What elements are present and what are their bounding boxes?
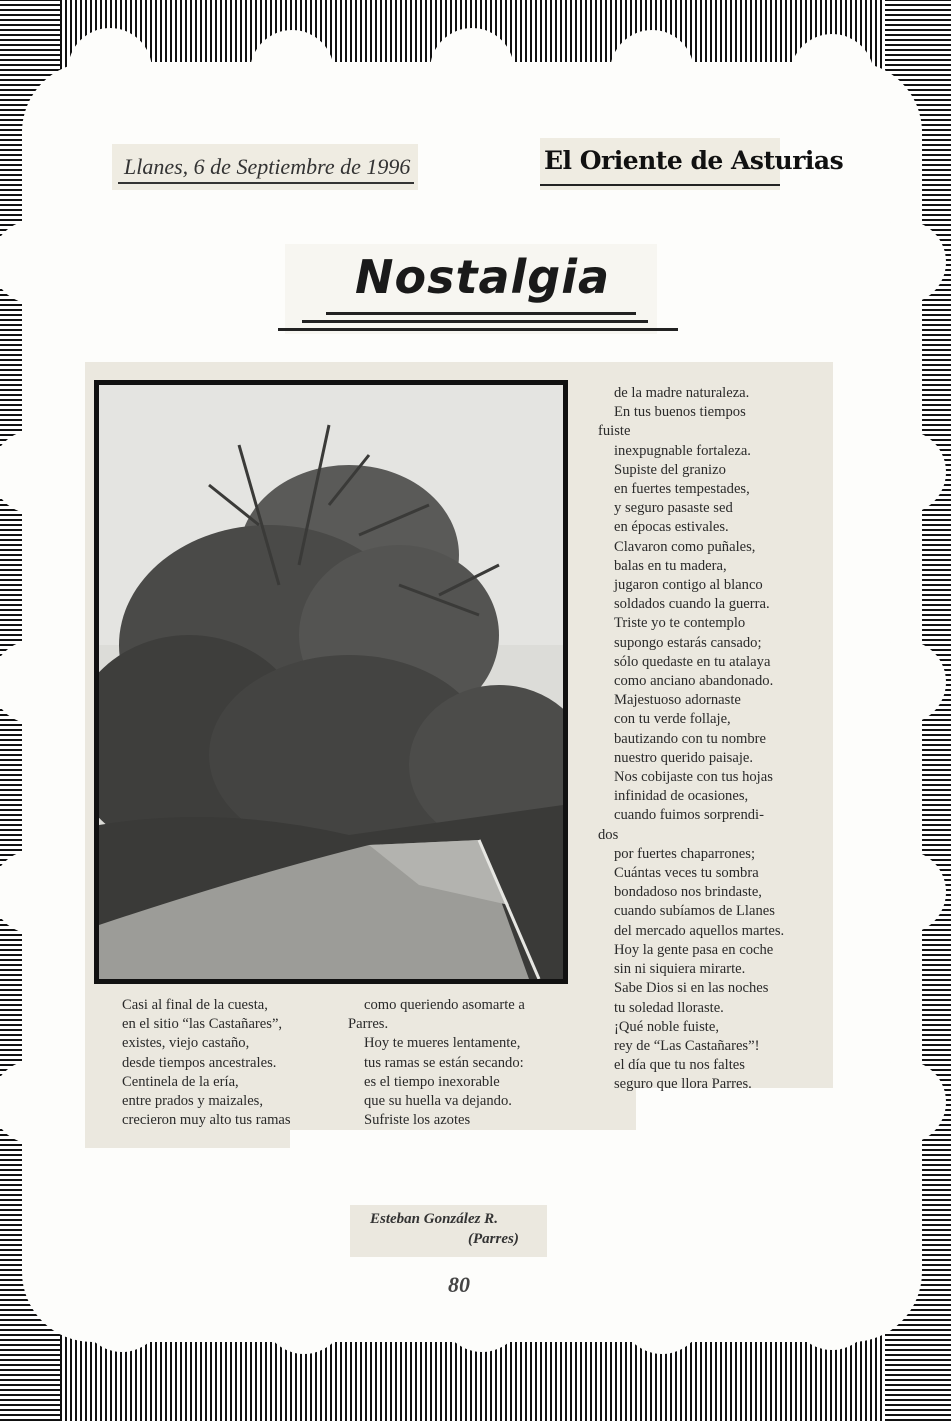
page-number: 80 [448, 1272, 470, 1297]
article-title: Nostalgia [355, 250, 611, 304]
poem-line: es el tiempo inexorable [364, 1073, 500, 1090]
newspaper-underline [540, 184, 780, 186]
poem-line: soldados cuando la guerra. [614, 596, 770, 613]
poem-line: Triste yo te contemplo [614, 615, 746, 632]
poem-line: el día que tu nos faltes [614, 1057, 745, 1074]
poem-line: del mercado aquellos martes. [614, 922, 785, 939]
border-scallop [862, 850, 946, 934]
poem-column-middle [348, 996, 588, 1130]
poem-line: existes, viejo castaño, [122, 1035, 250, 1052]
poem-line: fuiste [598, 423, 631, 440]
poem-line: que su huella va dejando. [364, 1093, 512, 1110]
poem-line: Casi al final de la cuesta, [122, 997, 268, 1013]
title-rule [326, 312, 636, 315]
newspaper-clipping [540, 138, 844, 190]
poem-line: Clavaron como puñales, [614, 538, 756, 555]
poem-line: bautizando con tu nombre [614, 730, 766, 747]
poem-line: en fuertes tempestades, [614, 481, 750, 498]
publication-date: Llanes, 6 de Septiembre de 1996 [124, 154, 411, 179]
poem-column-right [598, 384, 830, 1095]
border-scallop [862, 640, 946, 724]
poem-line: sólo quedaste en tu atalaya [614, 653, 771, 670]
border-scallop [790, 34, 874, 118]
border-scallop [790, 1266, 874, 1350]
poem-line: en épocas estivales. [614, 519, 729, 536]
poem-line: Sabe Dios si en las noches [614, 980, 769, 997]
signature-clipping [350, 1205, 547, 1257]
author-place: (Parres) [468, 1231, 519, 1247]
poem-line: Hoy te mueres lentamente, [364, 1035, 521, 1052]
border-scallop [620, 1270, 704, 1354]
poem-line: entre prados y maizales, [122, 1093, 264, 1110]
poem-line: como anciano abandonado. [614, 673, 774, 690]
poem-line: nuestro querido paisaje. [614, 749, 754, 766]
poem-line: crecieron muy alto tus ramas [122, 1112, 291, 1129]
border-scallop [862, 1060, 946, 1144]
title-rule [302, 320, 648, 323]
poem-line: supongo estarás cansado; [614, 634, 762, 651]
date-clipping [112, 144, 418, 190]
border-scallop [862, 430, 946, 514]
poem-line: bondadoso nos brindaste, [614, 884, 762, 901]
border-scallop [862, 220, 946, 304]
poem-line: cuando fuimos sorprendi- [614, 807, 764, 824]
clipping-cut [290, 1130, 835, 1150]
newspaper-name: El Oriente de Asturias [544, 146, 844, 175]
poem-line: Supiste del granizo [614, 461, 726, 478]
author-name: Esteban González R. [370, 1211, 498, 1227]
poem-line: Majestuoso adornaste [614, 692, 741, 709]
poem-line: infinidad de ocasiones, [614, 788, 749, 805]
poem-line: ¡Qué noble fuiste, [614, 1018, 719, 1035]
poem-line: Cuántas veces tu sombra [614, 865, 759, 882]
poem-line: Sufriste los azotes [364, 1112, 471, 1129]
poem-line: jugaron contigo al blanco [614, 577, 763, 594]
poem-line: Parres. [348, 1016, 389, 1033]
poem-line: inexpugnable fortaleza. [614, 442, 751, 459]
poem-line: en el sitio “las Castañares”, [122, 1016, 283, 1033]
poem-line: con tu verde follaje, [614, 711, 731, 728]
border-scallop [68, 28, 152, 112]
border-scallop [610, 30, 694, 114]
poem-line: Hoy la gente pasa en coche [614, 941, 774, 958]
border-scallop [262, 1270, 346, 1354]
poem-line: seguro que llora Parres. [614, 1076, 752, 1093]
poem-line: cuando subíamos de Llanes [614, 903, 775, 920]
poem-line: Nos cobijaste con tus hojas [614, 769, 773, 786]
poem-line: sin ni siquiera mirarte. [614, 961, 746, 978]
poem-line: dos [598, 826, 619, 843]
poem-line: Centinela de la ería, [122, 1073, 239, 1090]
poem-line: balas en tu madera, [614, 557, 727, 574]
poem-line: de la madre naturaleza. [614, 385, 750, 401]
poem-line: tus ramas se están secando: [364, 1054, 524, 1071]
poem-line: por fuertes chaparrones; [614, 845, 756, 862]
photo-illustration [99, 385, 563, 979]
poem-line: rey de “Las Castañares”! [614, 1037, 760, 1054]
poem-line: tu soledad lloraste. [614, 999, 724, 1016]
tree-road-photo [94, 380, 568, 984]
clipping-cut [636, 1088, 836, 1132]
poem-column-left [122, 996, 342, 1130]
title-rule [278, 328, 678, 331]
border-scallop [80, 1268, 164, 1352]
poem-line: y seguro pasaste sed [614, 500, 733, 517]
date-underline [118, 182, 414, 184]
border-scallop [250, 30, 334, 114]
border-scallop [430, 28, 514, 112]
poem-line: como queriendo asomarte a [364, 997, 525, 1013]
poem-line: En tus buenos tiempos [614, 404, 746, 421]
poem-line: desde tiempos ancestrales. [122, 1054, 277, 1071]
